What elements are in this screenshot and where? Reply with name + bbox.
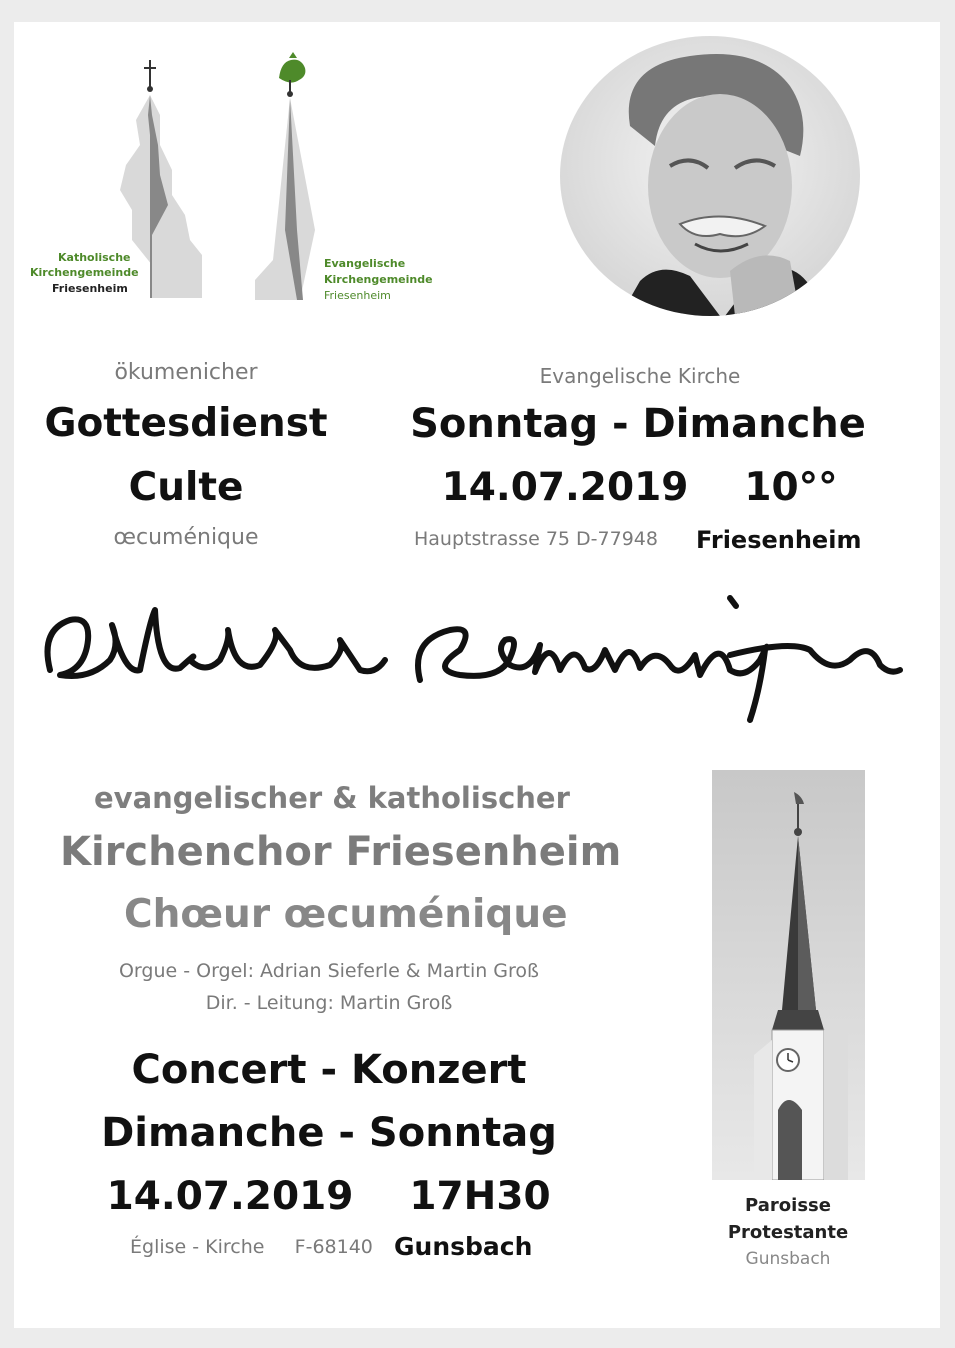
service-day: Sonntag - Dimanche: [410, 401, 866, 447]
protestant-church-logo: [245, 50, 325, 305]
catholic-logo-line1: Katholische: [58, 251, 131, 264]
signature: [30, 580, 910, 730]
protestant-logo-line1: Evangelische: [324, 257, 406, 270]
cross-icon: [144, 60, 156, 87]
concert-town: Gunsbach: [394, 1232, 533, 1261]
parish-line1: Paroisse: [745, 1195, 831, 1216]
catholic-logo-line3: Friesenheim: [52, 282, 128, 295]
service-town: Friesenheim: [696, 526, 862, 554]
service-title-fr: Culte: [128, 465, 244, 510]
rooster-icon: [279, 52, 305, 83]
service-post-label: œcuménique: [113, 525, 259, 550]
concert-time: 17H30: [409, 1174, 551, 1219]
concert-venue: Église - Kirche F-68140: [130, 1236, 373, 1258]
parish-line2: Protestante: [727, 1222, 849, 1243]
service-date: 14.07.2019: [441, 465, 689, 510]
catholic-logo-line2: Kirchengemeinde: [30, 266, 139, 279]
protestant-steeple-shadow: [255, 98, 315, 300]
service-title-de: Gottesdienst: [44, 401, 328, 446]
tower-window: [778, 1100, 802, 1180]
protestant-logo-line3: Friesenheim: [324, 289, 391, 302]
choir-organ: Orgue - Orgel: Adrian Sieferle & Martin Groß: [118, 960, 540, 982]
portrait-hand: [730, 255, 800, 316]
concert-day: Dimanche - Sonntag: [101, 1110, 557, 1156]
service-time: 10°°: [744, 465, 838, 510]
service-pre-label: ökumenicher: [114, 360, 258, 385]
choir-line2: Kirchenchor Friesenheim: [60, 829, 622, 875]
schweitzer-portrait: [560, 36, 860, 316]
service-address: Hauptstrasse 75 D-77948: [414, 528, 658, 550]
concert-date: 14.07.2019: [106, 1174, 354, 1219]
gunsbach-church-photo: [712, 770, 865, 1180]
service-venue: Evangelische Kirche: [539, 364, 741, 388]
protestant-logo-line2: Kirchengemeinde: [324, 273, 433, 286]
choir-line1: evangelischer & katholischer: [94, 781, 570, 815]
parish-line3: Gunsbach: [745, 1249, 831, 1269]
choir-director: Dir. - Leitung: Martin Groß: [205, 992, 453, 1014]
choir-line3: Chœur œcuménique: [124, 892, 568, 937]
concert-title: Concert - Konzert: [131, 1047, 527, 1093]
